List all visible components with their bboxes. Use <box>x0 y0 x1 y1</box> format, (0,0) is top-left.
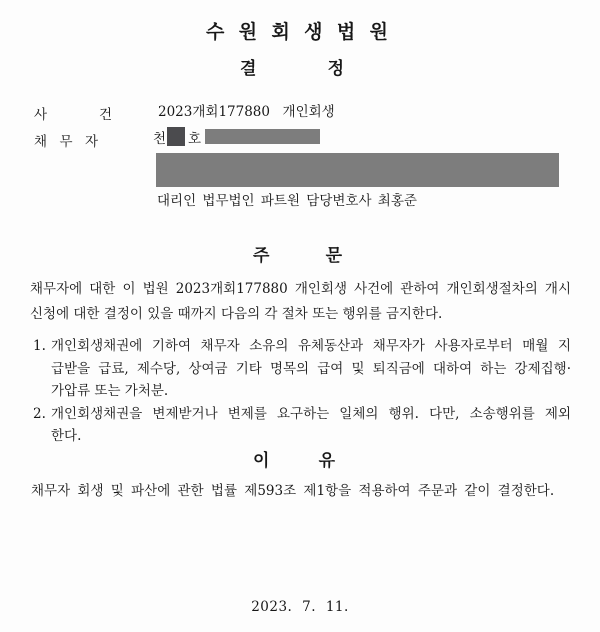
order-item-line: 개인회생채권을 변제받거나 변제를 요구하는 일체의 행위. 다만, 소송행위를 제외 <box>51 405 571 422</box>
decision-char: 정 <box>327 59 344 79</box>
court-title-char: 회 <box>271 21 290 43</box>
court-title-char: 원 <box>369 21 388 43</box>
reason-section-heading <box>253 446 335 471</box>
debtor-label-char: 채 <box>34 134 48 150</box>
decision-heading <box>240 54 344 79</box>
debtor-name-row <box>153 126 320 147</box>
decision-date: 2023. 7. 11. <box>251 599 349 615</box>
case-label-char: 사 <box>34 107 48 123</box>
reason-paragraph: 채무자 회생 및 파산에 관한 법률 제593조 제1항을 적용하여 주문과 같이 결정한다. <box>31 483 555 499</box>
reason-heading-char: 이 <box>253 451 270 471</box>
redaction-box-name-suffix <box>205 129 320 144</box>
court-title-char: 법 <box>336 21 356 43</box>
order-items-list <box>33 335 571 448</box>
debtor-name-last-char: 호 <box>188 130 202 147</box>
court-title-char: 원 <box>238 21 258 43</box>
case-label-char: 건 <box>98 107 112 123</box>
debtor-label-char: 무 <box>59 134 73 150</box>
order-heading-char: 문 <box>325 246 342 266</box>
order-item-number: 1. <box>33 338 46 354</box>
reason-heading-char: 유 <box>318 451 335 471</box>
debtor-label <box>34 130 98 150</box>
case-number-value: 2023개회177880 개인회생 <box>158 104 335 120</box>
order-heading-char: 주 <box>253 246 270 266</box>
order-item-line: 한다. <box>51 428 82 444</box>
order-intro-line: 채무자에 대한 이 법원 2023개회177880 개인회생 사건에 관하여 개인회생절차의 개시 <box>30 281 571 297</box>
order-section-heading <box>253 241 342 266</box>
court-name-title <box>206 17 388 44</box>
debtor-label-char: 자 <box>84 134 98 150</box>
debtor-name-first-char: 천 <box>153 130 167 147</box>
court-title-char: 수 <box>206 21 225 43</box>
order-item-line: 가압류 또는 가처분. <box>51 383 169 399</box>
decision-char: 결 <box>240 59 257 79</box>
case-label <box>34 103 112 123</box>
redaction-box-address <box>156 153 559 187</box>
order-item-number: 2. <box>33 405 46 422</box>
order-intro-line: 신청에 대한 결정이 있을 때까지 다음의 각 절차 또는 행위를 금지한다. <box>30 306 443 322</box>
redaction-box-name-middle <box>167 127 185 146</box>
court-title-char: 생 <box>304 21 323 43</box>
order-intro-paragraph <box>30 277 571 327</box>
attorney-line: 대리인 법무법인 파트원 담당변호사 최홍준 <box>157 193 417 209</box>
order-item-2 <box>33 403 571 448</box>
order-item-line: 급받을 급료, 제수당, 상여금 기타 명목의 급여 및 퇴직금에 대하여 하는 강제집행· <box>51 360 571 377</box>
order-item-1 <box>33 335 571 403</box>
order-item-line: 개인회생채권에 기하여 채무자 소유의 유체동산과 채무자가 사용자로부터 매월 지 <box>51 338 571 354</box>
